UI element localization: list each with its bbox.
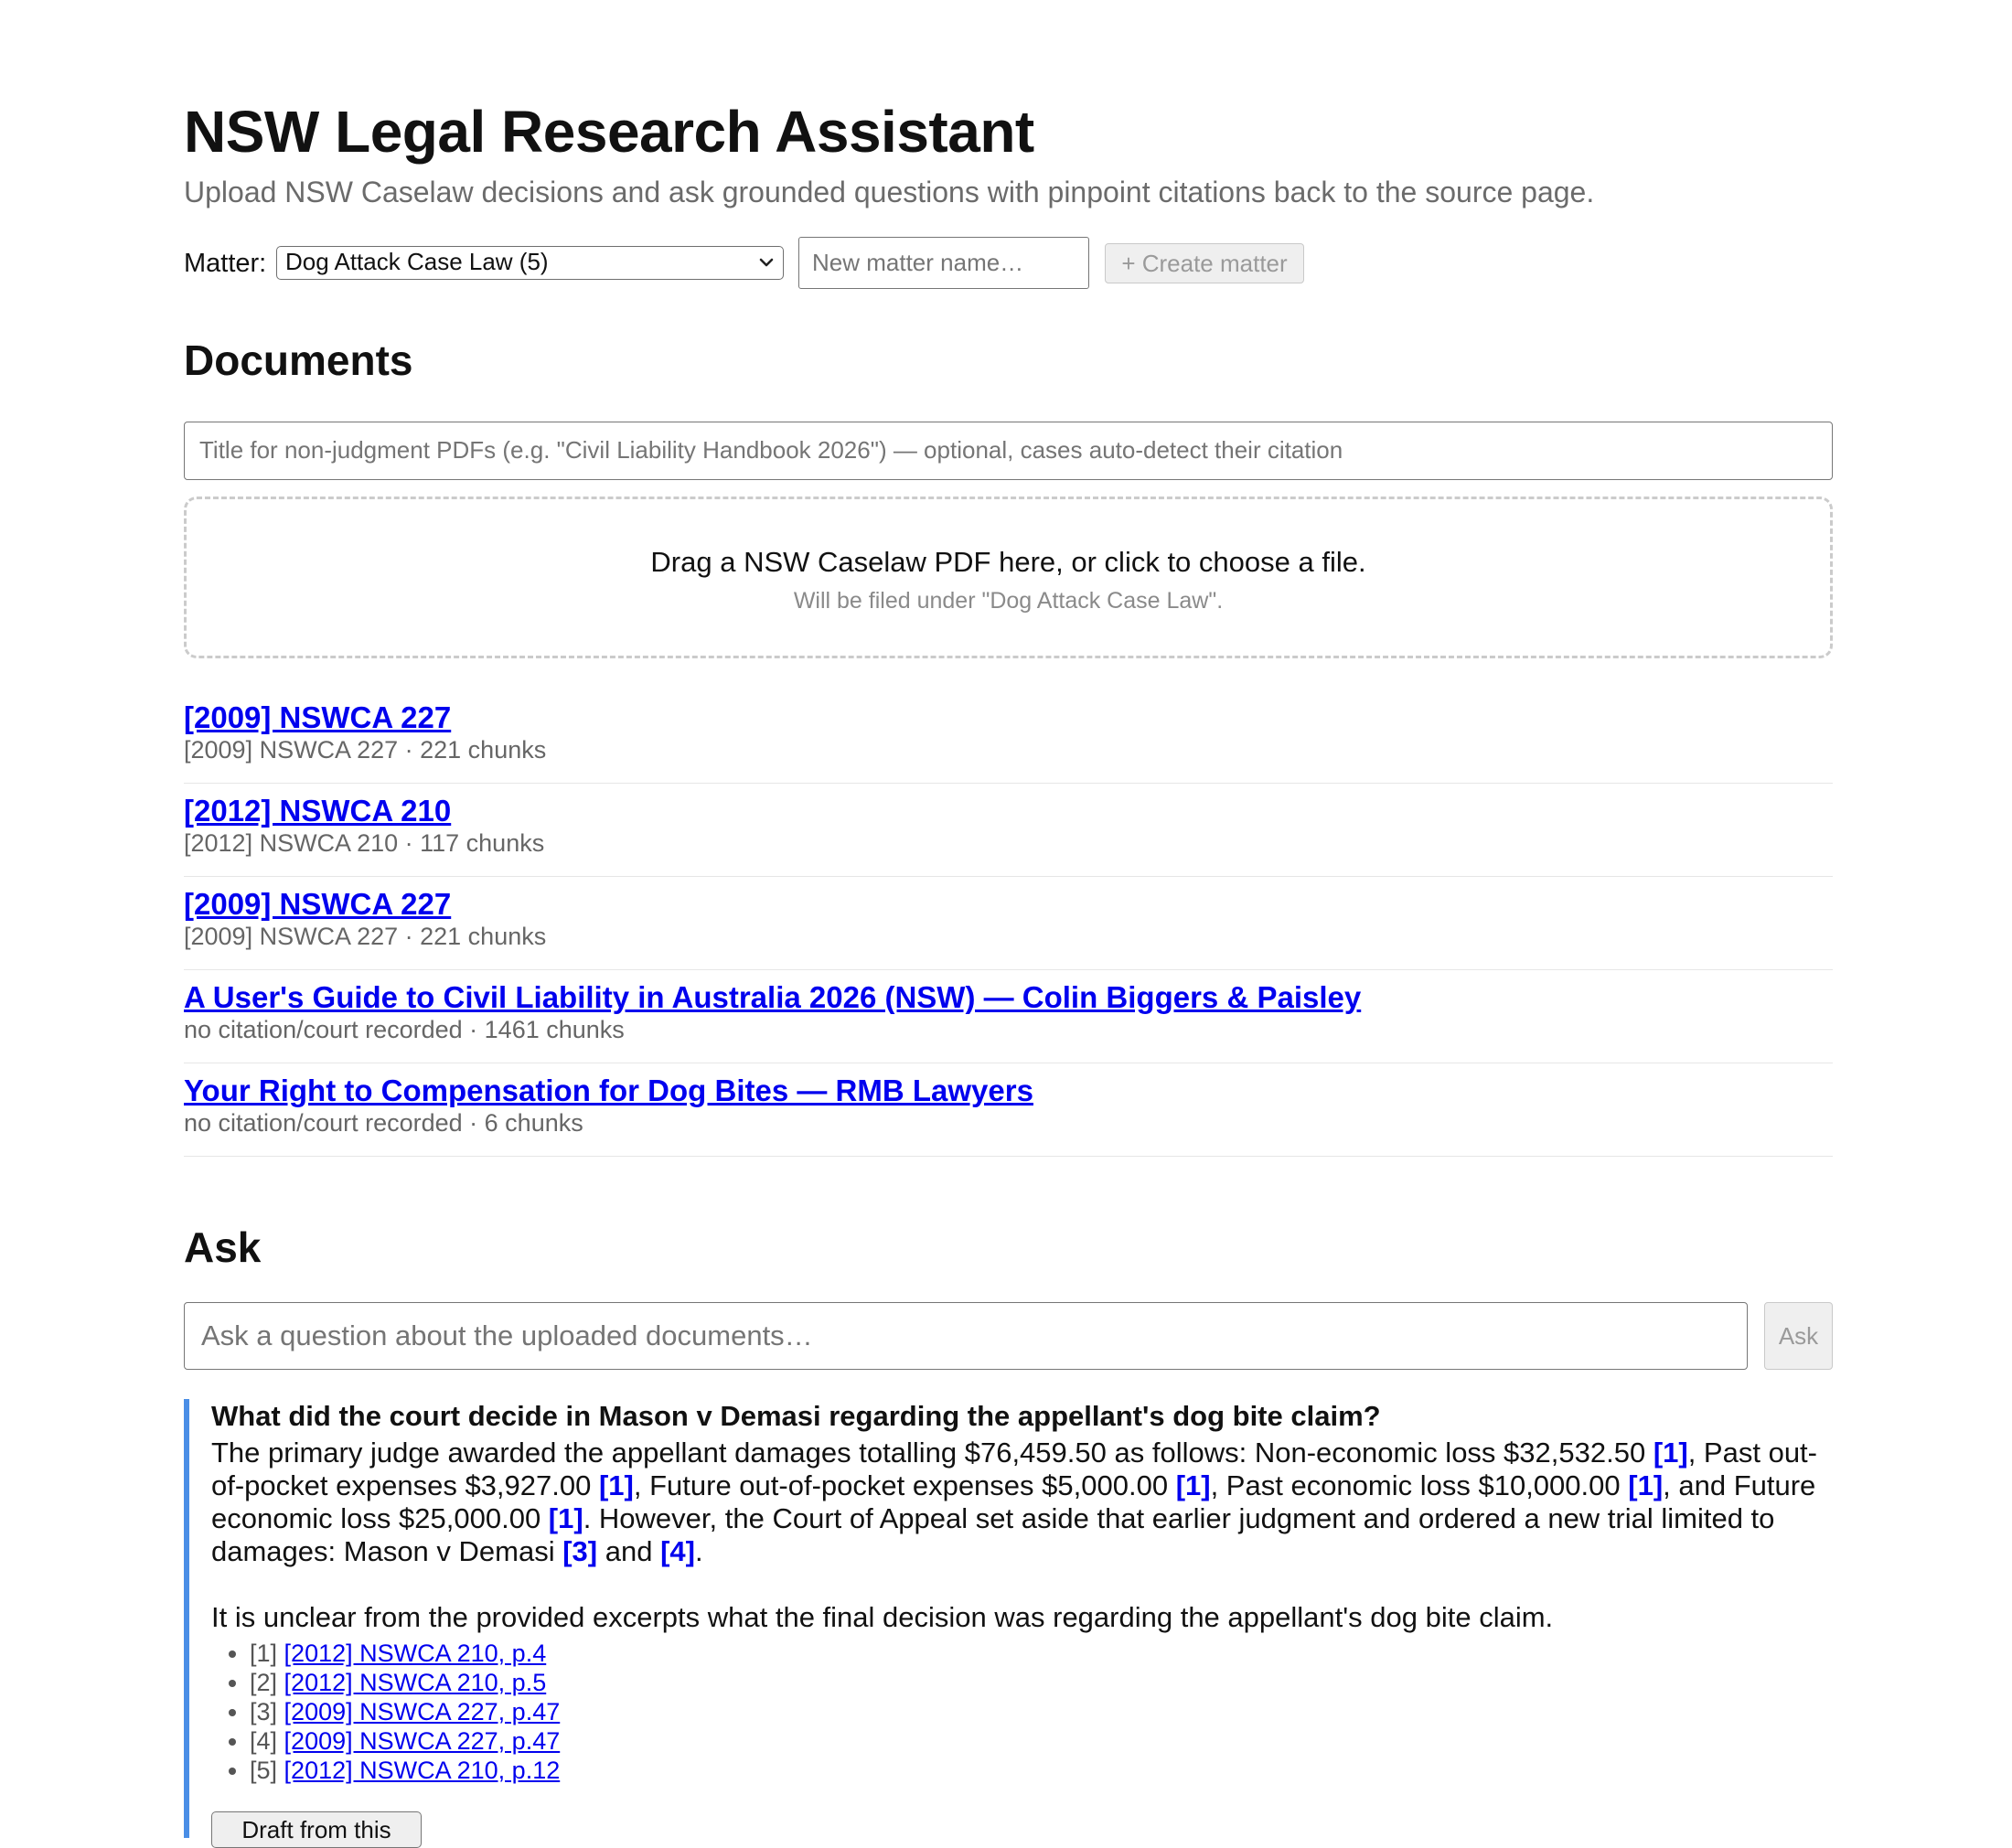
- document-item: [184, 970, 1833, 1063]
- source-list: [211, 1639, 560, 1785]
- citation-link[interactable]: [1]: [1175, 1469, 1211, 1501]
- document-link[interactable]: [2012] NSWCA 210: [184, 794, 452, 828]
- document-item: [184, 1063, 1833, 1157]
- source-number: [5]: [250, 1757, 278, 1784]
- citation-link[interactable]: [1]: [1628, 1469, 1664, 1501]
- dropzone-instructions: Drag a NSW Caselaw PDF here, or click to choose a file.: [650, 546, 1366, 578]
- answer-question: What did the court decide in Mason v Demasi regarding the appellant's dog bite claim?: [211, 1400, 1381, 1432]
- answer-text: , Past out-of-pocket expenses $3,927.00: [211, 1437, 1817, 1501]
- source-link[interactable]: [2012] NSWCA 210, p.5: [284, 1669, 547, 1696]
- source-number: [3]: [250, 1698, 278, 1725]
- citation-link[interactable]: [1]: [1653, 1437, 1688, 1469]
- document-item: [184, 877, 1833, 970]
- draft-from-this-button[interactable]: Draft from this: [211, 1811, 422, 1848]
- source-link[interactable]: [2009] NSWCA 227, p.47: [284, 1727, 561, 1755]
- document-meta: [2009] NSWCA 227 · 221 chunks: [184, 923, 547, 950]
- answer-text: . However, the Court of Appeal set aside that earlier judgment and ordered a new trial limited to damages: Mason v Demasi: [211, 1502, 1775, 1567]
- document-meta: no citation/court recorded · 1461 chunks: [184, 1016, 625, 1043]
- create-matter-button[interactable]: + Create matter: [1105, 243, 1304, 283]
- document-meta: [2009] NSWCA 227 · 221 chunks: [184, 736, 547, 764]
- new-matter-input[interactable]: New matter name…: [798, 237, 1089, 289]
- source-item: [250, 1639, 560, 1668]
- document-meta: [2012] NSWCA 210 · 117 chunks: [184, 829, 545, 857]
- document-meta: no citation/court recorded · 6 chunks: [184, 1109, 583, 1137]
- source-number: [4]: [250, 1727, 278, 1755]
- matter-select-value: Dog Attack Case Law (5): [285, 248, 549, 275]
- document-link[interactable]: [2009] NSWCA 227: [184, 700, 452, 734]
- source-link[interactable]: [2009] NSWCA 227, p.47: [284, 1698, 561, 1725]
- citation-link[interactable]: [3]: [562, 1535, 598, 1567]
- source-item: [250, 1668, 560, 1697]
- answer-accent-bar: [184, 1399, 189, 1838]
- app-subtitle: Upload NSW Caselaw decisions and ask grounded questions with pinpoint citations back to the source page.: [184, 176, 1595, 208]
- answer-text: .: [694, 1535, 703, 1567]
- answer-body: [211, 1437, 1835, 1634]
- source-item: [250, 1697, 560, 1726]
- citation-link[interactable]: [1]: [548, 1502, 583, 1534]
- document-item: [184, 784, 1833, 877]
- answer-paragraph: [211, 1437, 1835, 1568]
- documents-heading: Documents: [184, 336, 413, 384]
- question-input[interactable]: Ask a question about the uploaded documents…: [184, 1302, 1748, 1370]
- answer-text: , Future out-of-pocket expenses $5,000.00: [633, 1469, 1176, 1501]
- matter-select[interactable]: [276, 246, 784, 280]
- document-list: [184, 690, 1833, 1157]
- dropzone-filing-note: Will be filed under "Dog Attack Case Law".: [793, 588, 1224, 614]
- source-item: [250, 1726, 560, 1756]
- matter-row: [184, 236, 1833, 289]
- source-link[interactable]: [2012] NSWCA 210, p.12: [284, 1757, 561, 1784]
- chevron-down-icon: [757, 252, 776, 272]
- answer-text: , and Future economic loss $25,000.00: [211, 1469, 1816, 1534]
- answer-paragraph: It is unclear from the provided excerpts what the final decision was regarding the appellant's dog bite claim.: [211, 1601, 1554, 1633]
- source-number: [1]: [250, 1640, 278, 1667]
- source-number: [2]: [250, 1669, 278, 1696]
- matter-label: Matter:: [184, 249, 267, 278]
- answer-text: and: [597, 1535, 661, 1567]
- ask-heading: Ask: [184, 1223, 262, 1271]
- document-title-input[interactable]: Title for non-judgment PDFs (e.g. "Civil Liability Handbook 2026") — optional, cases auto-detect their citation: [184, 422, 1833, 480]
- document-link[interactable]: Your Right to Compensation for Dog Bites — RMB Lawyers: [184, 1074, 1033, 1107]
- ask-button[interactable]: Ask: [1764, 1302, 1833, 1370]
- document-link[interactable]: A User's Guide to Civil Liability in Australia 2026 (NSW) — Colin Biggers & Paisley: [184, 980, 1362, 1014]
- app-title: NSW Legal Research Assistant: [184, 99, 1034, 165]
- citation-link[interactable]: [4]: [660, 1535, 695, 1567]
- document-item: [184, 690, 1833, 784]
- citation-link[interactable]: [1]: [598, 1469, 634, 1501]
- document-link[interactable]: [2009] NSWCA 227: [184, 887, 452, 921]
- source-link[interactable]: [2012] NSWCA 210, p.4: [284, 1640, 547, 1667]
- ask-row: [184, 1302, 1833, 1370]
- pdf-dropzone[interactable]: [184, 497, 1833, 658]
- answer-text: , Past economic loss $10,000.00: [1210, 1469, 1629, 1501]
- source-item: [250, 1756, 560, 1785]
- answer-text: The primary judge awarded the appellant damages totalling $76,459.50 as follows: Non-economic loss $32,532.50: [211, 1437, 1653, 1469]
